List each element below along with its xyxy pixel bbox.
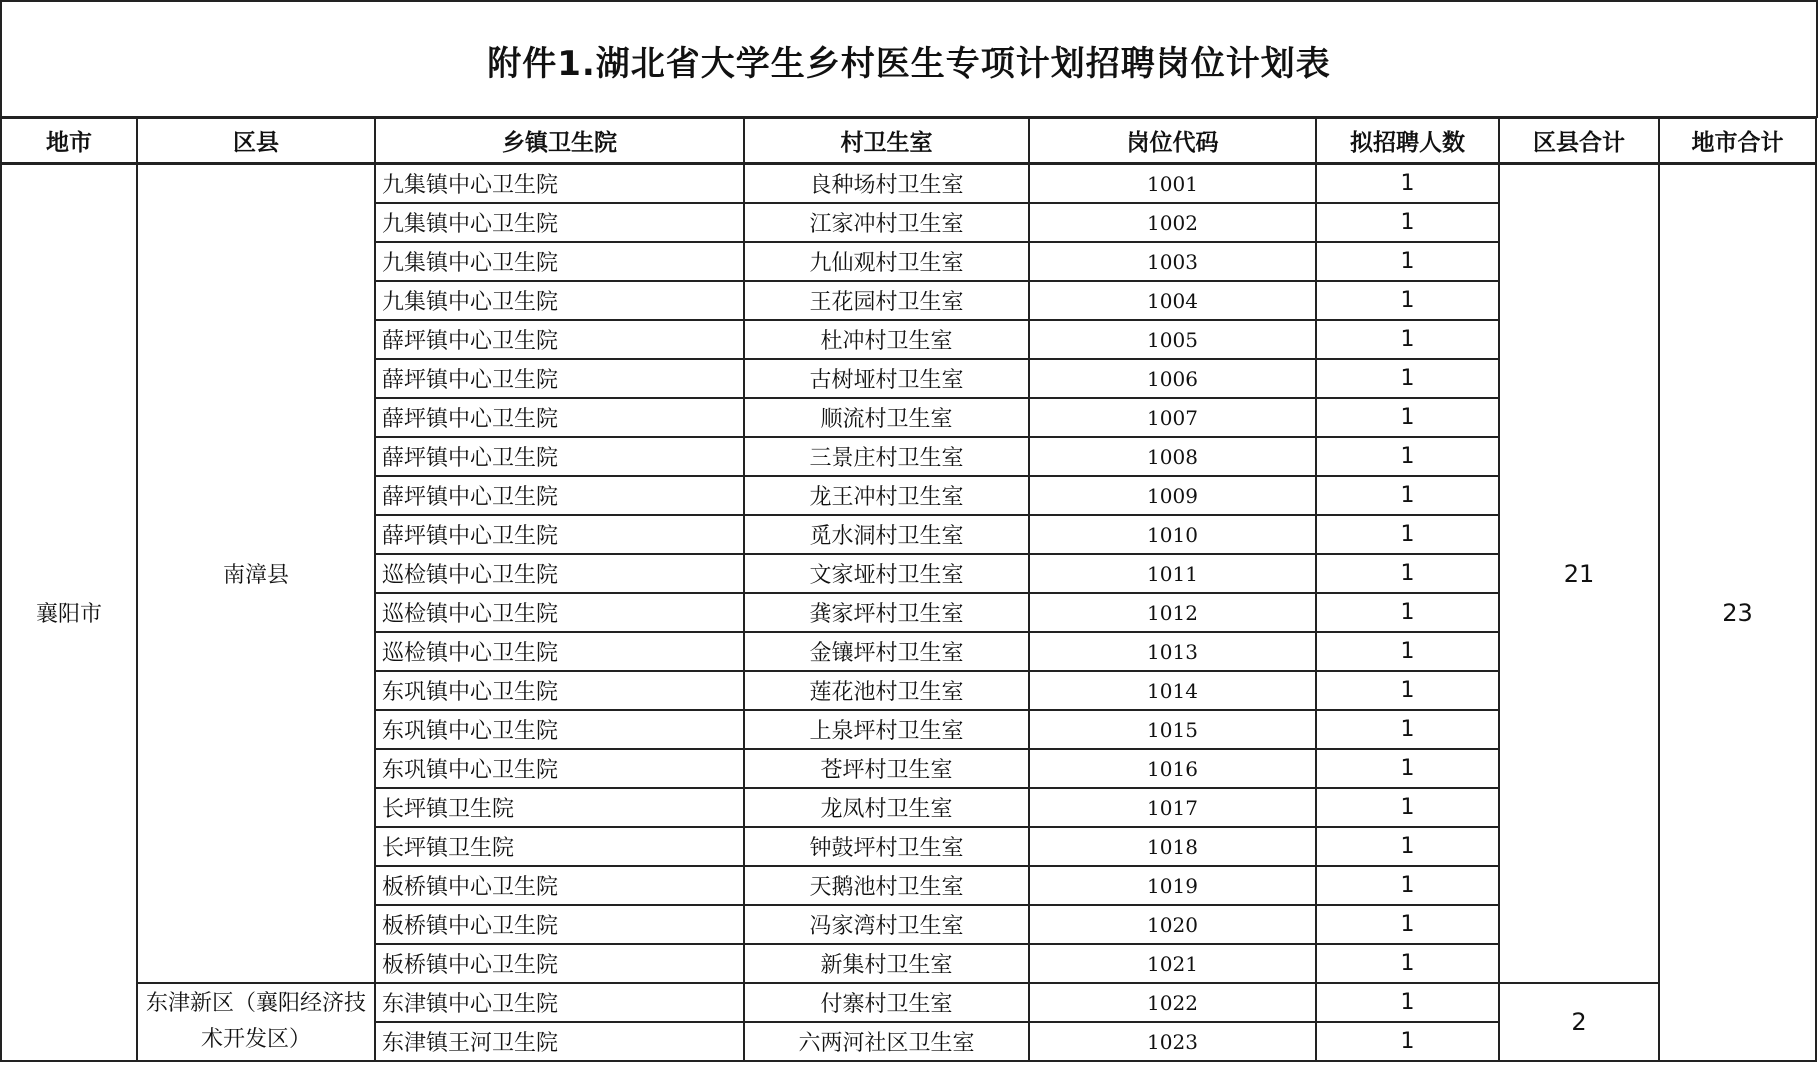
township-cell: 板桥镇中心卫生院 xyxy=(375,866,744,905)
post-code-cell: 1006 xyxy=(1029,359,1316,398)
header-county-total: 区县合计 xyxy=(1499,118,1659,164)
post-code-cell: 1004 xyxy=(1029,281,1316,320)
village-cell: 金镶坪村卫生室 xyxy=(744,632,1029,671)
village-cell: 王花园村卫生室 xyxy=(744,281,1029,320)
post-code-cell: 1005 xyxy=(1029,320,1316,359)
village-cell: 六两河社区卫生室 xyxy=(744,1022,1029,1061)
recruit-count-cell: 1 xyxy=(1316,515,1499,554)
recruit-count-cell: 1 xyxy=(1316,476,1499,515)
village-cell: 上泉坪村卫生室 xyxy=(744,710,1029,749)
post-code-cell: 1003 xyxy=(1029,242,1316,281)
recruit-count-cell: 1 xyxy=(1316,827,1499,866)
township-cell: 九集镇中心卫生院 xyxy=(375,281,744,320)
recruit-count-cell: 1 xyxy=(1316,866,1499,905)
county-cell: 南漳县 xyxy=(137,164,375,984)
header-county: 区县 xyxy=(137,118,375,164)
township-cell: 九集镇中心卫生院 xyxy=(375,164,744,204)
header-township: 乡镇卫生院 xyxy=(375,118,744,164)
post-code-cell: 1018 xyxy=(1029,827,1316,866)
township-cell: 东津镇中心卫生院 xyxy=(375,983,744,1022)
village-cell: 九仙观村卫生室 xyxy=(744,242,1029,281)
post-code-cell: 1007 xyxy=(1029,398,1316,437)
post-code-cell: 1012 xyxy=(1029,593,1316,632)
township-cell: 薛坪镇中心卫生院 xyxy=(375,320,744,359)
recruit-count-cell: 1 xyxy=(1316,905,1499,944)
recruit-count-cell: 1 xyxy=(1316,203,1499,242)
post-code-cell: 1016 xyxy=(1029,749,1316,788)
township-cell: 薛坪镇中心卫生院 xyxy=(375,476,744,515)
recruit-count-cell: 1 xyxy=(1316,554,1499,593)
township-cell: 巡检镇中心卫生院 xyxy=(375,593,744,632)
header-city-total: 地市合计 xyxy=(1659,118,1816,164)
post-code-cell: 1009 xyxy=(1029,476,1316,515)
township-cell: 薛坪镇中心卫生院 xyxy=(375,398,744,437)
village-cell: 冯家湾村卫生室 xyxy=(744,905,1029,944)
recruit-count-cell: 1 xyxy=(1316,1022,1499,1061)
post-code-cell: 1014 xyxy=(1029,671,1316,710)
village-cell: 付寨村卫生室 xyxy=(744,983,1029,1022)
recruit-count-cell: 1 xyxy=(1316,359,1499,398)
township-cell: 板桥镇中心卫生院 xyxy=(375,905,744,944)
village-cell: 江家冲村卫生室 xyxy=(744,203,1029,242)
township-cell: 九集镇中心卫生院 xyxy=(375,203,744,242)
county-total-cell: 2 xyxy=(1499,983,1659,1061)
recruit-count-cell: 1 xyxy=(1316,788,1499,827)
county-total-cell: 21 xyxy=(1499,164,1659,984)
township-cell: 九集镇中心卫生院 xyxy=(375,242,744,281)
recruit-count-cell: 1 xyxy=(1316,398,1499,437)
township-cell: 薛坪镇中心卫生院 xyxy=(375,437,744,476)
post-code-cell: 1020 xyxy=(1029,905,1316,944)
township-cell: 薛坪镇中心卫生院 xyxy=(375,515,744,554)
village-cell: 觅水洞村卫生室 xyxy=(744,515,1029,554)
village-cell: 钟鼓坪村卫生室 xyxy=(744,827,1029,866)
township-cell: 长坪镇卫生院 xyxy=(375,827,744,866)
post-code-cell: 1002 xyxy=(1029,203,1316,242)
title-box xyxy=(0,0,1818,118)
recruitment-table xyxy=(0,116,1817,1062)
village-cell: 文家垭村卫生室 xyxy=(744,554,1029,593)
table-row xyxy=(1,983,1816,1022)
village-cell: 龙凤村卫生室 xyxy=(744,788,1029,827)
post-code-cell: 1010 xyxy=(1029,515,1316,554)
header-village: 村卫生室 xyxy=(744,118,1029,164)
village-cell: 莲花池村卫生室 xyxy=(744,671,1029,710)
village-cell: 杜冲村卫生室 xyxy=(744,320,1029,359)
header-code: 岗位代码 xyxy=(1029,118,1316,164)
recruit-count-cell: 1 xyxy=(1316,164,1499,204)
township-cell: 长坪镇卫生院 xyxy=(375,788,744,827)
header-city: 地市 xyxy=(1,118,137,164)
document-title: 附件1.湖北省大学生乡村医生专项计划招聘岗位计划表 xyxy=(487,43,1331,84)
post-code-cell: 1022 xyxy=(1029,983,1316,1022)
township-cell: 东津镇王河卫生院 xyxy=(375,1022,744,1061)
village-cell: 三景庄村卫生室 xyxy=(744,437,1029,476)
recruit-count-cell: 1 xyxy=(1316,749,1499,788)
post-code-cell: 1019 xyxy=(1029,866,1316,905)
table-row xyxy=(1,164,1816,204)
recruit-count-cell: 1 xyxy=(1316,242,1499,281)
recruit-count-cell: 1 xyxy=(1316,281,1499,320)
township-cell: 巡检镇中心卫生院 xyxy=(375,554,744,593)
village-cell: 龙王冲村卫生室 xyxy=(744,476,1029,515)
recruit-count-cell: 1 xyxy=(1316,944,1499,983)
township-cell: 东巩镇中心卫生院 xyxy=(375,710,744,749)
township-cell: 薛坪镇中心卫生院 xyxy=(375,359,744,398)
village-cell: 顺流村卫生室 xyxy=(744,398,1029,437)
recruit-count-cell: 1 xyxy=(1316,632,1499,671)
post-code-cell: 1015 xyxy=(1029,710,1316,749)
village-cell: 古树垭村卫生室 xyxy=(744,359,1029,398)
village-cell: 天鹅池村卫生室 xyxy=(744,866,1029,905)
post-code-cell: 1011 xyxy=(1029,554,1316,593)
post-code-cell: 1001 xyxy=(1029,164,1316,204)
post-code-cell: 1008 xyxy=(1029,437,1316,476)
village-cell: 苍坪村卫生室 xyxy=(744,749,1029,788)
recruit-count-cell: 1 xyxy=(1316,320,1499,359)
township-cell: 板桥镇中心卫生院 xyxy=(375,944,744,983)
township-cell: 巡检镇中心卫生院 xyxy=(375,632,744,671)
county-cell: 东津新区（襄阳经济技术开发区） xyxy=(137,983,375,1061)
post-code-cell: 1023 xyxy=(1029,1022,1316,1061)
village-cell: 良种场村卫生室 xyxy=(744,164,1029,204)
recruit-count-cell: 1 xyxy=(1316,983,1499,1022)
recruit-count-cell: 1 xyxy=(1316,437,1499,476)
header-row xyxy=(1,118,1816,164)
header-count: 拟招聘人数 xyxy=(1316,118,1499,164)
township-cell: 东巩镇中心卫生院 xyxy=(375,671,744,710)
village-cell: 龚家坪村卫生室 xyxy=(744,593,1029,632)
township-cell: 东巩镇中心卫生院 xyxy=(375,749,744,788)
table-body xyxy=(1,164,1816,1062)
post-code-cell: 1021 xyxy=(1029,944,1316,983)
recruit-count-cell: 1 xyxy=(1316,710,1499,749)
post-code-cell: 1013 xyxy=(1029,632,1316,671)
recruit-count-cell: 1 xyxy=(1316,593,1499,632)
recruit-count-cell: 1 xyxy=(1316,671,1499,710)
village-cell: 新集村卫生室 xyxy=(744,944,1029,983)
city-total-cell: 23 xyxy=(1659,164,1816,1062)
city-cell: 襄阳市 xyxy=(1,164,137,1062)
post-code-cell: 1017 xyxy=(1029,788,1316,827)
